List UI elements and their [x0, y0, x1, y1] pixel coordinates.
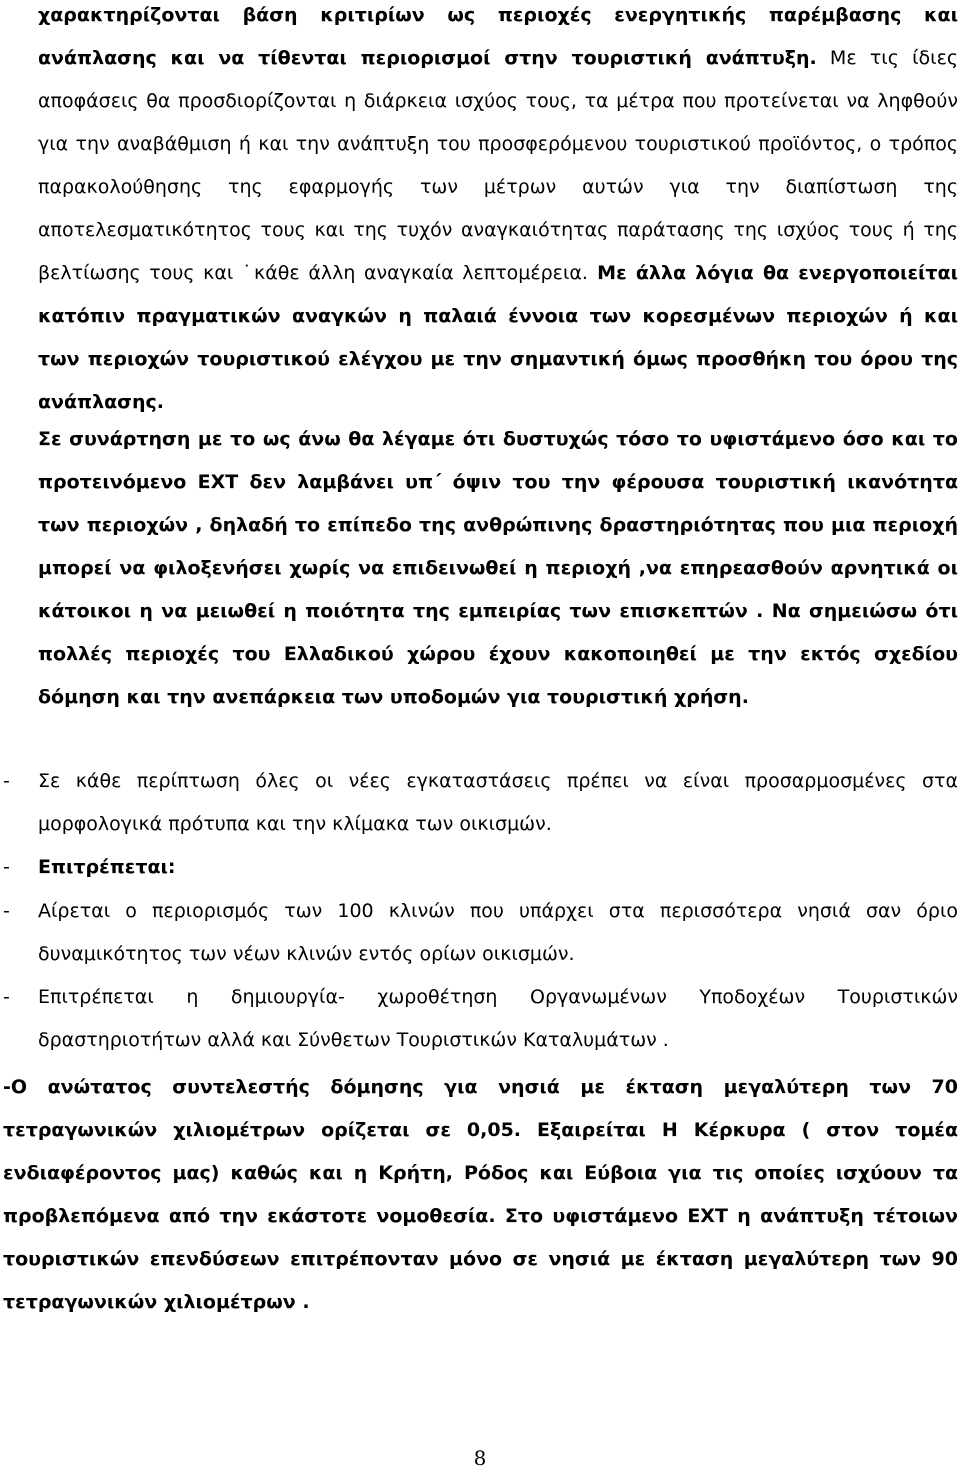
paragraph-2: Σε συνάρτηση με το ως άνω θα λέγαμε ότι δυστυχώς τόσο το υφιστάμενο όσο και το προτεινόμενο ΕΧΤ δεν λαμβάνει υπ΄ όψιν του την φέρουσα τουριστική ικανότητα των περιοχών , δηλαδή το επίπεδο της ανθρώπινης δραστηριότητας που μια περιοχή μπορεί να φιλοξενήσει χωρίς να επιδεινωθεί η περιοχή ,να επηρεασθούν αρνητικά οι κάτοικοι η να μειωθεί η ποιότητα της εμπειρίας των επισκεπτών . Να σημειώσω ότι πολλές περιοχές του Ελλαδικού χώρου έχουν κακοποιηθεί με την εκτός σχεδίου δόμηση και την ανεπάρκεια των υποδομών για τουριστική χρήση.: [38, 428, 958, 708]
bullet-dash: -: [3, 856, 10, 878]
paragraph-3: -Ο ανώτατος συντελεστής δόμησης για νησιά με έκταση μεγαλύτερη των 70 τετραγωνικών χιλιομέτρων ορίζεται σε 0,05. Εξαιρείται Η Κέρκυρα ( στον τομέα ενδιαφέροντος μας) καθώς και η Κρήτη, Ρόδος και Εύβοια για τις οποίες ισχύουν τα προβλεπόμενα από την εκάστοτε νομοθεσία. Στο υφιστάμενο ΕΧΤ η ανάπτυξη τέτοιων τουριστικών επενδύσεων επιτρέπονταν μόνο σε νησιά με έκταση μεγαλύτερη των 90 τετραγωνικών χιλιομέτρων .: [3, 1076, 958, 1313]
paragraph-1-normal: Με τις ίδιες αποφάσεις θα προσδιορίζονται η διάρκεια ισχύος τους, τα μέτρα που προτείνεται να ληφθούν για την αναβάθμιση ή και την ανάπτυξη του προσφερόμενου τουριστικού προϊόντος, ο τρόπος παρακολούθησης της εφαρμογής των μέτρων αυτών για την διαπίστωση της αποτελεσματικότητος τους και της τυχόν αναγκαιότητας παράτασης της ισχύος τους ή της βελτίωσης τους και ˙κάθε άλλη αναγκαία λεπτομέρεια.: [38, 47, 958, 284]
bullet-dash: -: [3, 900, 10, 922]
bullet-text: Αίρεται ο περιορισμός των 100 κλινών που υπάρχει στα περισσότερα νησιά σαν όριο δυναμικότητος των νέων κλινών εντός ορίων οικισμών.: [38, 900, 958, 965]
paragraph-1-bold-start: χαρακτηρίζονται βάση κριτιρίων ως περιοχές ενεργητικής παρέμβασης και ανάπλασης και να τίθενται περιορισμοί στην τουριστική ανάπτυξη.: [38, 4, 958, 69]
paragraph-1: [38, 0, 958, 424]
bullet-heading: Επιτρέπεται:: [38, 856, 176, 878]
bullet-text: Σε κάθε περίπτωση όλες οι νέες εγκαταστάσεις πρέπει να είναι προσαρμοσμένες στα μορφολογικά πρότυπα και την κλίμακα των οικισμών.: [38, 770, 958, 835]
paragraph-1-bold-end: Με άλλα λόγια θα ενεργοποιείται κατόπιν πραγματικών αναγκών η παλαιά έννοια των κορεσμένων περιοχών ή και των περιοχών τουριστικού ελέγχου με την σημαντική όμως προσθήκη του όρου της ανάπλασης.: [38, 262, 959, 413]
bullet-text: Επιτρέπεται η δημιουργία- χωροθέτηση Οργανωμένων Υποδοχέων Τουριστικών δραστηριοτήτων αλλά και Σύνθετων Τουριστικών Καταλυμάτων .: [38, 986, 958, 1051]
page-number: 8: [473, 1446, 487, 1470]
bullet-dash: -: [3, 986, 10, 1008]
bullet-dash: -: [3, 770, 10, 792]
